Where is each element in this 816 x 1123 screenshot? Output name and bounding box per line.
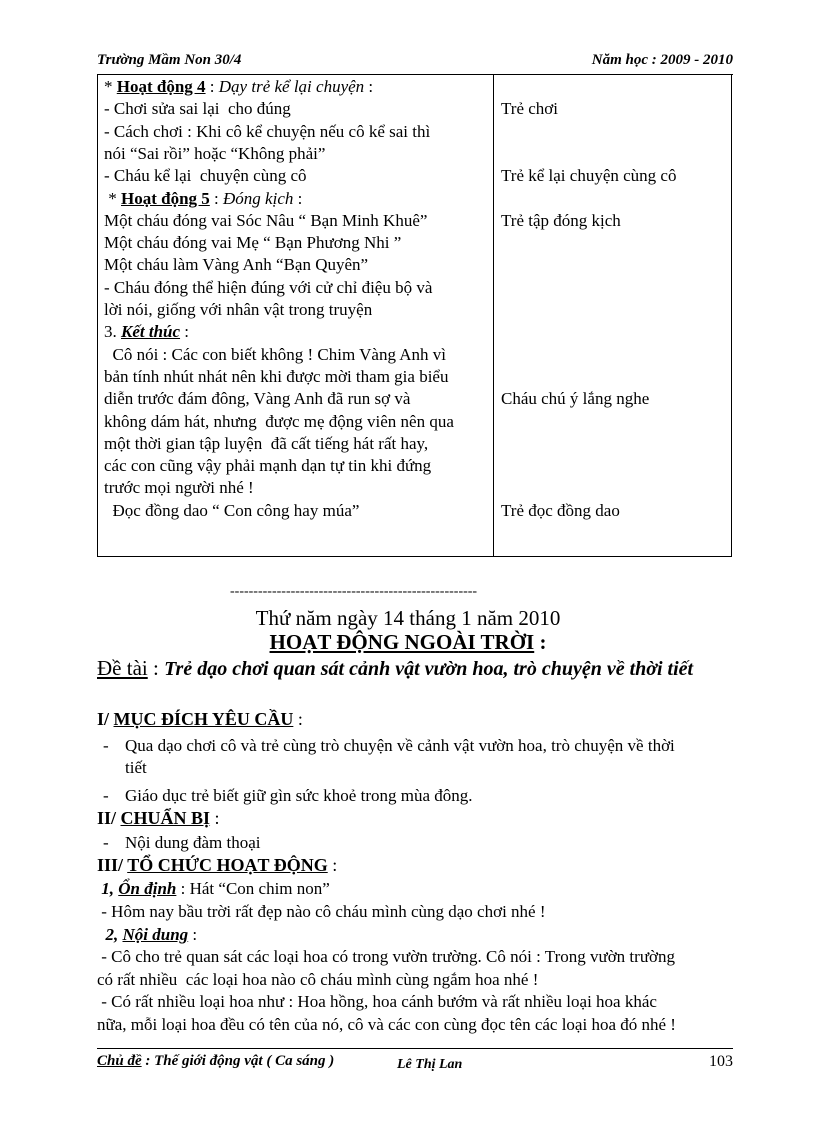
table-left-line: trước mọi người nhé ! bbox=[104, 478, 254, 498]
heading-tail: : bbox=[293, 709, 303, 729]
footer-theme bbox=[97, 1053, 334, 1070]
page-header bbox=[97, 52, 733, 74]
activity-title-text: HOẠT ĐỘNG NGOÀI TRỜI bbox=[269, 630, 535, 654]
footer-author: Lê Thị Lan bbox=[397, 1057, 463, 1072]
school-name: Trường Mầm Non 30/4 bbox=[97, 52, 242, 68]
activity-table bbox=[97, 74, 732, 557]
heading-num: III/ bbox=[97, 855, 128, 875]
table-right-line: Trẻ tập đóng kịch bbox=[501, 210, 621, 230]
table-left-line: Một cháu làm Vàng Anh “Bạn Quyên” bbox=[104, 255, 369, 275]
line-subtitle: Đóng kịch bbox=[223, 188, 294, 208]
footer-rule bbox=[97, 1048, 733, 1049]
heading-tail: : bbox=[188, 925, 198, 944]
table-left-line: Một cháu đóng vai Mẹ “ Bạn Phương Nhi ” bbox=[104, 233, 402, 253]
table-left-line: diễn trước đám đông, Vàng Anh đã run sợ và bbox=[104, 389, 411, 409]
table-right-line: Trẻ kể lại chuyện cùng cô bbox=[501, 166, 677, 186]
line-heading: Hoạt động 5 bbox=[121, 188, 210, 208]
table-left-line: một thời gian tập luyện đã cất tiếng hát rất hay, bbox=[104, 433, 429, 453]
table-right-line: Cháu chú ý lắng nghe bbox=[501, 389, 650, 409]
heading-title: MỤC ĐÍCH YÊU CẦU bbox=[113, 709, 294, 729]
table-right-line: Trẻ đọc đồng dao bbox=[501, 500, 620, 520]
heading-tail: : Hát “Con chim non” bbox=[176, 879, 330, 898]
body-line: - Có rất nhiều loại hoa như : Hoa hồng, hoa cánh bướm và rất nhiều loại hoa khác bbox=[97, 992, 657, 1012]
activity-title bbox=[0, 630, 816, 655]
line-tail: : bbox=[293, 188, 303, 208]
table-left-line: - Cháu kể lại chuyện cùng cô bbox=[104, 166, 307, 186]
body-line: Nội dung đàm thoại bbox=[125, 833, 261, 852]
body-line: - bbox=[103, 833, 109, 852]
body-line bbox=[97, 854, 337, 876]
table-left-line bbox=[104, 321, 189, 343]
heading-num: 1, bbox=[97, 879, 119, 898]
table-left-line: Một cháu đóng vai Sóc Nâu “ Bạn Minh Khuê” bbox=[104, 210, 428, 230]
line-colon: : bbox=[205, 77, 219, 96]
table-column-divider bbox=[493, 74, 494, 556]
body-line: có rất nhiều các loại hoa nào cô cháu mình cùng ngắm hoa nhé ! bbox=[97, 969, 539, 989]
heading-title: CHUẨN BỊ bbox=[120, 808, 211, 828]
body-line: - bbox=[103, 736, 109, 755]
page-number: 103 bbox=[709, 1053, 733, 1070]
body-line: tiết bbox=[125, 758, 147, 777]
topic-line bbox=[97, 656, 693, 681]
section-separator: ----------------------------------------------------- bbox=[230, 584, 478, 599]
heading-tail: : bbox=[210, 808, 220, 828]
heading-num: II/ bbox=[97, 808, 121, 828]
heading-title: TỔ CHỨC HOẠT ĐỘNG bbox=[127, 855, 328, 875]
line-heading: Hoạt động 4 bbox=[116, 77, 206, 96]
line-tail: : bbox=[364, 77, 374, 96]
heading-num: I/ bbox=[97, 709, 114, 729]
table-left-line: - Cách chơi : Khi cô kể chuyện nếu cô kể sai thì bbox=[104, 121, 431, 141]
line-prefix: * bbox=[104, 188, 121, 208]
table-left-line: Cô nói : Các con biết không ! Chim Vàng Anh vì bbox=[104, 344, 447, 364]
table-left-line: bản tính nhút nhát nên khi được mời tham gia biểu bbox=[104, 366, 449, 386]
body-line: - Cô cho trẻ quan sát các loại hoa có trong vườn trường. Cô nói : Trong vườn trường bbox=[97, 947, 676, 966]
body-line bbox=[97, 878, 330, 900]
heading-tail: : bbox=[327, 855, 338, 875]
table-left-line: các con cũng vậy phải mạnh dạn tự tin khi đứng bbox=[104, 456, 432, 476]
footer-theme-label: Chủ đề bbox=[97, 1053, 142, 1069]
topic-text: Trẻ dạo chơi quan sát cảnh vật vườn hoa, trò chuyện về thời tiết bbox=[164, 658, 694, 680]
heading-title: Ổn định bbox=[118, 879, 177, 898]
body-line: - Hôm nay bầu trời rất đẹp nào cô cháu mình cùng dạo chơi nhé ! bbox=[97, 902, 546, 921]
table-left-line: Đọc đồng dao “ Con công hay múa” bbox=[104, 500, 360, 520]
body-line bbox=[97, 708, 303, 730]
heading-title: Nội dung bbox=[122, 925, 189, 944]
body-line: nữa, mỗi loại hoa đều có tên của nó, cô và các con cùng đọc tên các loại hoa đó nhé ! bbox=[97, 1014, 676, 1034]
line-heading: Kết thúc bbox=[121, 322, 181, 342]
table-left-line: lời nói, giống với nhân vật trong truyện bbox=[104, 300, 373, 319]
table-left-line: - Chơi sửa sai lại cho đúng bbox=[104, 99, 291, 119]
topic-label: Đề tài bbox=[97, 656, 148, 680]
body-line: Giáo dục trẻ biết giữ gìn sức khoẻ trong mùa đông. bbox=[125, 786, 473, 805]
body-line bbox=[97, 807, 220, 829]
body-line: Qua dạo chơi cô và trẻ cùng trò chuyện về cảnh vật vườn hoa, trò chuyện về thời bbox=[125, 736, 675, 755]
table-left-line bbox=[104, 76, 373, 98]
line-prefix: * bbox=[104, 77, 117, 96]
table-left-line: không dám hát, nhưng được mẹ động viên nên qua bbox=[104, 411, 454, 431]
date-line: Thứ năm ngày 14 tháng 1 năm 2010 bbox=[255, 606, 561, 630]
table-left-line bbox=[104, 188, 302, 210]
topic-sep: : bbox=[147, 656, 165, 680]
body-line bbox=[97, 924, 197, 946]
school-year: Năm học : 2009 - 2010 bbox=[591, 52, 733, 68]
table-right-line: Trẻ chơi bbox=[501, 99, 559, 119]
line-subtitle: Dạy trẻ kể lại chuyện bbox=[218, 77, 365, 96]
table-left-line: nói “Sai rồi” hoặc “Không phải” bbox=[104, 143, 326, 163]
activity-title-suffix: : bbox=[534, 630, 547, 654]
heading-num: 2, bbox=[97, 925, 123, 944]
line-colon: : bbox=[209, 188, 224, 208]
line-prefix: 3. bbox=[104, 322, 121, 342]
line-colon: : bbox=[180, 322, 190, 342]
body-line: - bbox=[103, 786, 109, 805]
table-left-line: - Cháu đóng thể hiện đúng với cử chỉ điệu bộ và bbox=[104, 277, 433, 297]
footer-theme-text: : Thế giới động vật ( Ca sáng ) bbox=[141, 1053, 335, 1069]
